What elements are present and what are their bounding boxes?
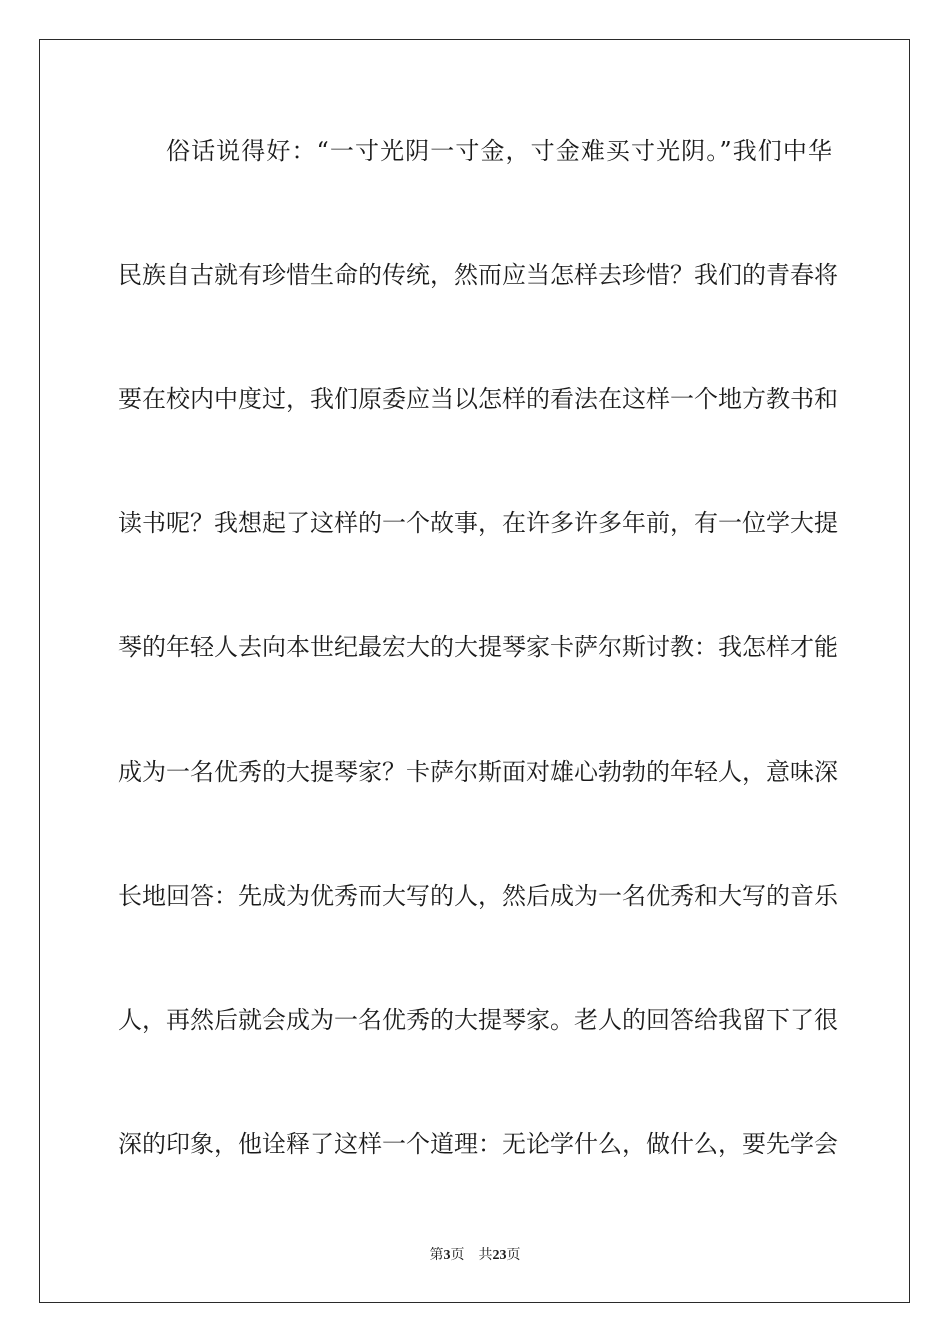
paragraph-line: 俗话说得好：“一寸光阴一寸金，寸金难买寸光阴。”我们中华	[166, 137, 832, 165]
paragraph-line: 读书呢？我想起了这样的一个故事，在许多许多年前，有一位学大提	[118, 509, 838, 537]
paragraph-line: 深的印象，他诠释了这样一个道理：无论学什么，做什么，要先学会	[118, 1130, 838, 1158]
page-footer	[0, 1246, 950, 1265]
page-number: 3	[443, 1248, 451, 1263]
total-label-prefix: 共	[478, 1247, 493, 1263]
page-label-prefix: 第	[429, 1247, 444, 1263]
total-label-suffix: 页	[506, 1247, 521, 1263]
total-pages: 23	[492, 1248, 507, 1263]
paragraph-line: 长地回答：先成为优秀而大写的人，然后成为一名优秀和大写的音乐	[118, 882, 838, 910]
paragraph-line: 成为一名优秀的大提琴家？卡萨尔斯面对雄心勃勃的年轻人，意味深	[118, 758, 838, 786]
paragraph-line: 琴的年轻人去向本世纪最宏大的大提琴家卡萨尔斯讨教：我怎样才能	[118, 633, 838, 661]
paragraph-line: 人，再然后就会成为一名优秀的大提琴家。老人的回答给我留下了很	[118, 1006, 838, 1034]
paragraph-line: 民族自古就有珍惜生命的传统，然而应当怎样去珍惜？我们的青春将	[118, 261, 838, 289]
paragraph-line: 要在校内中度过，我们原委应当以怎样的看法在这样一个地方教书和	[118, 385, 838, 413]
page-border	[39, 39, 910, 1303]
page-label-suffix: 页	[450, 1247, 465, 1263]
